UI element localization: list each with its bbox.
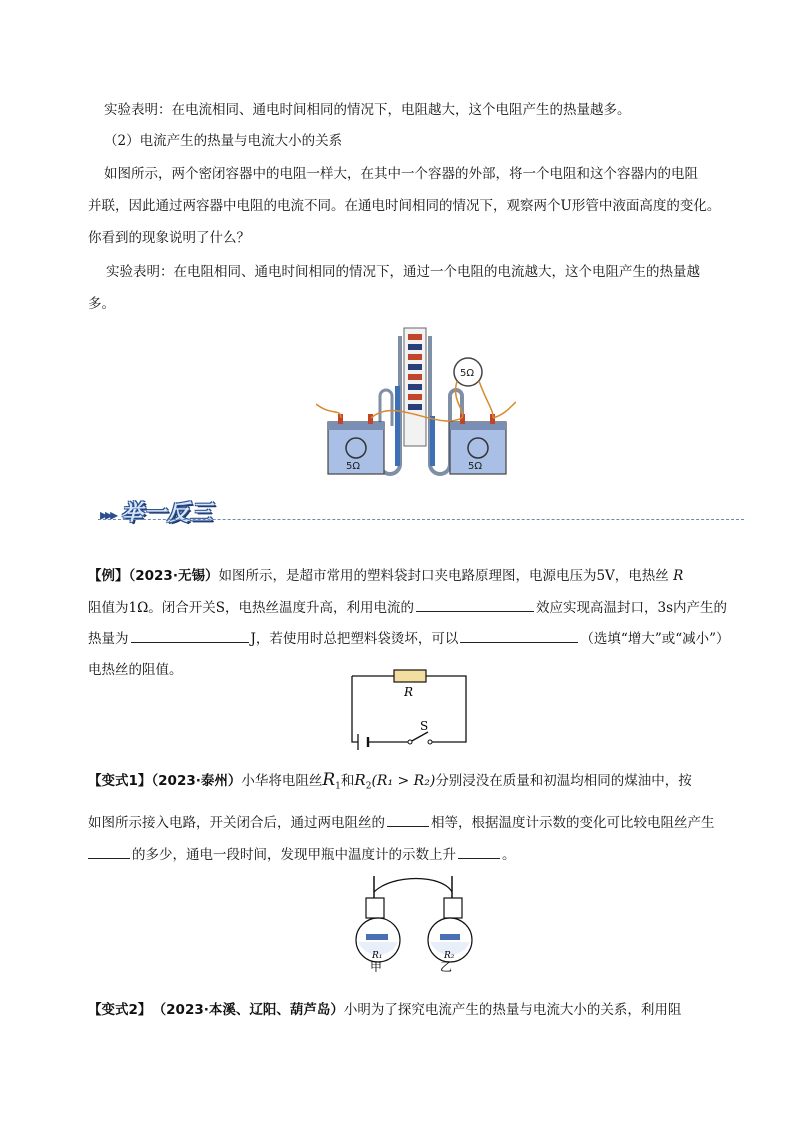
paragraph-line: 如图所示，两个密闭容器中的电阻一样大，在其中一个容器的外部，将一个电阻和这个容器内的电阻 — [104, 166, 698, 182]
r2-subscript: 2 — [365, 781, 372, 792]
section-banner — [100, 496, 213, 527]
resistor-coil-left — [366, 934, 388, 940]
variant1-text: 小华将电阻丝 — [241, 773, 323, 789]
example-text: （选填“增大”或“减小”） — [580, 631, 730, 647]
example-line-3b — [88, 628, 730, 649]
right-container-label: 5Ω — [468, 461, 483, 472]
r-condition: (R₁ > R₂) — [371, 773, 436, 789]
example-tag: 【例】 — [88, 568, 129, 584]
variant1-text: 相等，根据温度计示数的变化可比较电阻丝产生 — [431, 815, 715, 831]
flask-right-resistor: R₂ — [444, 951, 455, 961]
answer-blank-5[interactable] — [88, 844, 130, 859]
variant2-text: 小明为了探究电流产生的热量与电流大小的关系，利用阻 — [343, 1002, 682, 1018]
variant1-text: 的多少，通电一段时间，发现甲瓶中温度计的示数上升 — [132, 847, 456, 863]
variant1-line-3 — [88, 844, 516, 865]
circuit-diagram — [344, 664, 474, 754]
variant1-text: 分别浸没在质量和初温均相同的煤油中，按 — [435, 773, 692, 789]
outer-resistor-label: 5Ω — [460, 368, 475, 379]
flasks-figure — [352, 872, 482, 972]
r1-subscript: 1 — [335, 781, 341, 792]
example-line-4: 电热丝的阻值。 — [88, 662, 183, 678]
answer-blank-4[interactable] — [387, 812, 429, 827]
resistor-symbol — [394, 670, 426, 682]
switch-label: S — [420, 719, 429, 733]
variant1-text: 和 — [340, 773, 355, 789]
variant2-tag: 【变式2】 — [88, 1002, 152, 1018]
example-line-1 — [88, 566, 683, 586]
banner-divider — [98, 519, 744, 520]
var-r: R — [673, 568, 684, 584]
example-line-2 — [88, 597, 727, 618]
variant2-source: （2023·本溪、辽阳、葫芦岛） — [159, 1002, 344, 1018]
conclusion-2: 实验表明：在电阻相同、通电时间相同的情况下，通过一个电阻的电流越大，这个电阻产生的热量越 — [106, 264, 700, 280]
example-text: 热量为 — [88, 631, 129, 647]
example-text: 阻值为1Ω。闭合开关S，电热丝温度升高，利用电流的 — [88, 600, 415, 616]
flask-left-name: 甲 — [370, 960, 383, 972]
section-heading-2: （2）电流产生的热量与电流大小的关系 — [104, 133, 343, 149]
answer-blank-1[interactable] — [416, 597, 534, 612]
example-text: 如图所示，是超市常用的塑料袋封口夹电路原理图，电源电压为5V，电热丝 — [218, 568, 669, 584]
paragraph-line: 并联，因此通过两容器中电阻的电流不同。在通电时间相同的情况下，观察两个U形管中液面高度的变化。 — [88, 198, 721, 214]
variant1-tag: 【变式1】 — [88, 773, 152, 789]
example-text: J，若使用时总把塑料袋烫坏，可以 — [250, 631, 459, 647]
paragraph-line: 多。 — [88, 296, 115, 312]
flask-left-resistor: R₁ — [372, 951, 383, 961]
variant1-text: 。 — [502, 847, 516, 863]
u-tube-experiment-figure — [316, 326, 516, 478]
r1-var: R — [322, 770, 336, 790]
resistor-label: R — [404, 685, 414, 699]
answer-blank-6[interactable] — [458, 844, 500, 859]
banner-arrows-icon: ▸▸▸ — [100, 505, 116, 524]
variant1-text: 如图所示接入电路，开关闭合后，通过两电阻丝的 — [88, 815, 385, 831]
flask-right-name: 乙 — [440, 960, 453, 972]
conclusion-1: 实验表明：在电流相同、通电时间相同的情况下，电阻越大，这个电阻产生的热量越多。 — [104, 102, 631, 118]
variant2-line-1 — [88, 1000, 681, 1020]
banner-title: 举一反三 — [121, 501, 214, 526]
paragraph-line: 你看到的现象说明了什么？ — [88, 230, 250, 246]
variant1-line-1 — [88, 770, 692, 797]
resistor-coil-right — [440, 934, 460, 940]
example-text: 效应实现高温封口，3s内产生的 — [536, 600, 728, 616]
r2-var: R — [354, 771, 366, 789]
answer-blank-3[interactable] — [460, 628, 578, 643]
left-container-label: 5Ω — [346, 461, 361, 472]
variant1-line-2 — [88, 812, 715, 833]
variant1-source: （2023·泰州） — [151, 773, 242, 789]
switch-symbol — [410, 732, 428, 742]
example-source: （2023·无锡） — [128, 568, 219, 584]
answer-blank-2[interactable] — [131, 628, 249, 643]
